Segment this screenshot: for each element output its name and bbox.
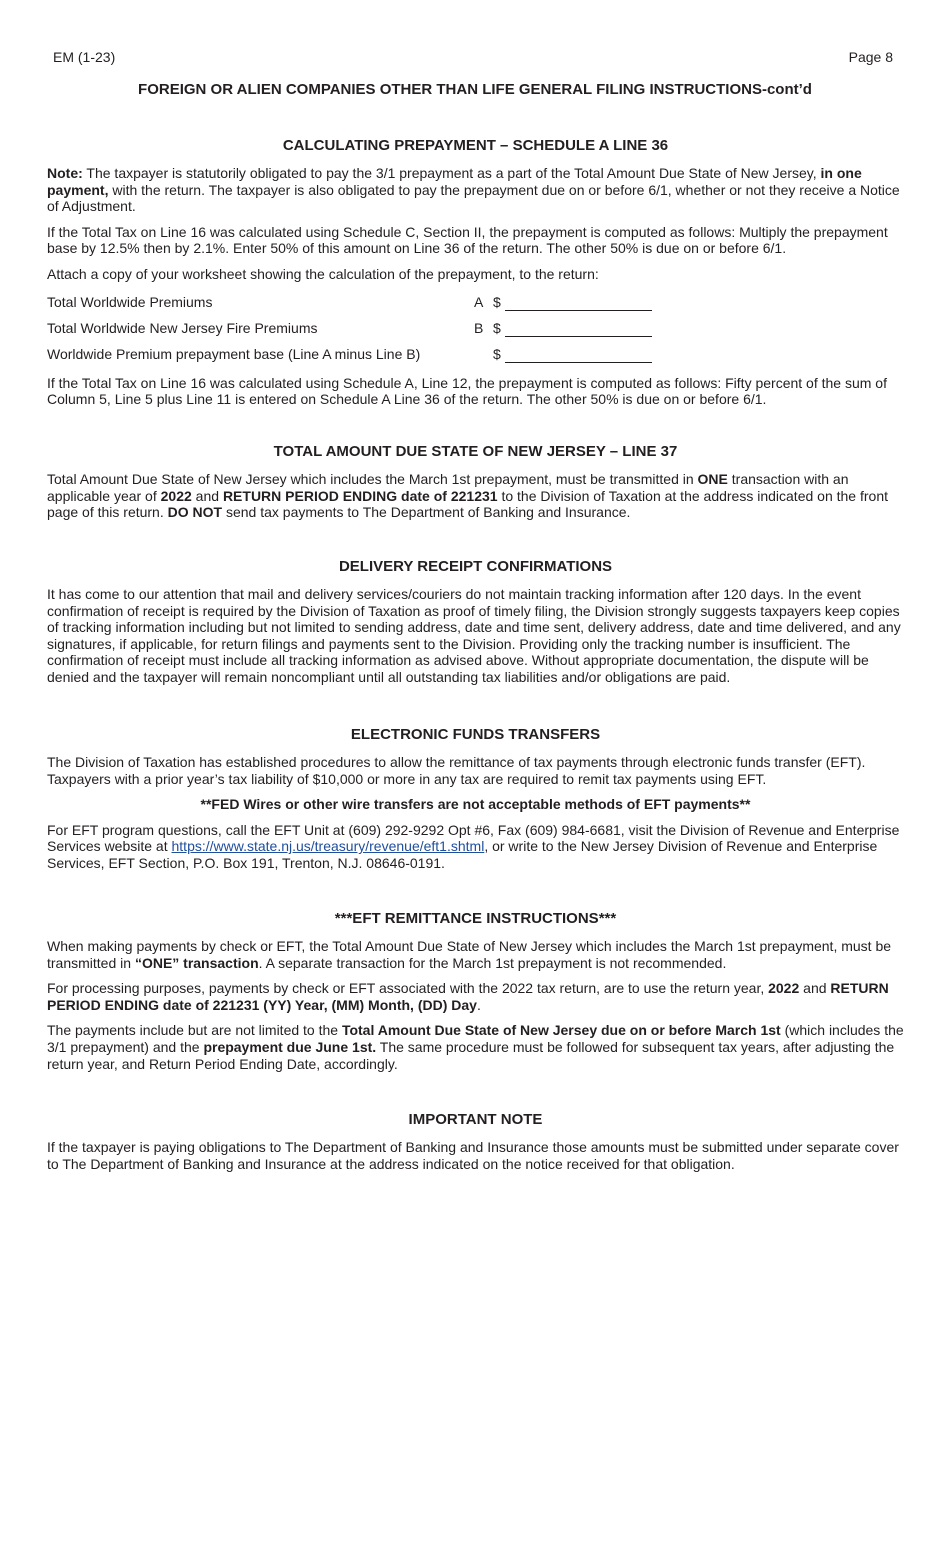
eft-section [47,726,904,881]
important-section [47,1111,904,1181]
worksheet-amount-field-a[interactable] [505,296,652,311]
eft-heading: ELECTRONIC FUNDS TRANSFERS [350,726,601,743]
remittance-section [47,910,904,1081]
worksheet-amount-field-base[interactable] [505,348,652,363]
page-number: Page 8 [848,49,893,65]
prepayment-heading: CALCULATING PREPAYMENT – SCHEDULE A LINE 36 [282,137,669,154]
dollar-sign: $ [493,293,501,310]
worksheet-row-base [47,337,904,363]
worksheet-row-b [47,311,904,337]
prepayment-schedule-c-paragraph: If the Total Tax on Line 16 was calculated using Schedule C, Section II, the prepayment is computed as follows: Multiply the prepayment base by 12.5% then by 2.1%. Enter 50% of this amount on Line 36 of the return. The other 50% is due on or before 6/1. [47,223,888,257]
total-due-section [47,443,904,530]
worksheet-letter: A [474,293,484,310]
worksheet-label: Worldwide Premium prepayment base (Line A minus Line B) [47,345,421,362]
remittance-heading: ***EFT REMITTANCE INSTRUCTIONS*** [334,910,617,927]
remittance-paragraph-1: When making payments by check or EFT, the Total Amount Due State of New Jersey which includes the March 1st prepayment, must be transmitted in “ONE” transaction. A separate transaction for the March 1st prepayment is not recommended. [47,938,892,971]
delivery-heading: DELIVERY RECEIPT CONFIRMATIONS [338,558,613,575]
important-heading: IMPORTANT NOTE [408,1111,543,1128]
delivery-section [47,558,904,695]
delivery-paragraph: It has come to our attention that mail and delivery services/couriers do not maintain tracking information after 120 days. In the event confirmation of receipt is required by the Division of Taxation as proof of timely filing, the Division strongly suggests taxpayers keep copies of tracking information including but not limited to sending address, date and time sent, delivery address, date and time delivered, and any signatures, if applicable, for return filings and payments sent to the Division. Providing only the tracking number is insufficient. The confirmation of receipt must include all tracking information as advised above. Without appropriate documentation, the dispute will be denied and the taxpayer will remain noncompliant until all outstanding tax liabilities and/or obligations are paid. [47,586,901,685]
document-title: FOREIGN OR ALIEN COMPANIES OTHER THAN LIFE GENERAL FILING INSTRUCTIONS-cont’d [138,81,812,98]
eft-warning: **FED Wires or other wire transfers are not acceptable methods of EFT payments** [200,796,751,813]
prepayment-attach-paragraph: Attach a copy of your worksheet showing the calculation of the prepayment, to the return: [47,265,599,282]
form-id: EM (1-23) [53,49,116,65]
worksheet-letter: B [474,319,484,336]
prepayment-schedule-a-paragraph: If the Total Tax on Line 16 was calculated using Schedule A, Line 12, the prepayment is computed as follows: Fifty percent of the sum of Column 5, Line 5 plus Line 11 is entered on Schedule A Line 36 of the return. The other 50% is due on or before 6/1. [47,374,887,408]
remittance-paragraph-3: The payments include but are not limited to the Total Amount Due State of New Jersey due on or before March 1st (which includes the 3/1 prepayment) and the prepayment due June 1st. The same procedure must be followed for subsequent tax years, after adjusting the return year, and Return Period Ending Date, accordingly. [47,1022,904,1072]
worksheet-amount-field-b[interactable] [505,322,652,337]
eft-paragraph: The Division of Taxation has established procedures to allow the remittance of tax payments through electronic funds transfer (EFT). Taxpayers with a prior year’s tax liability of $10,000 or more in any tax are required to remit tax payments using EFT. [47,754,866,787]
worksheet-label: Total Worldwide Premiums [47,293,213,310]
total-due-heading: TOTAL AMOUNT DUE STATE OF NEW JERSEY – LINE 37 [273,443,678,460]
prepayment-note: Note: The taxpayer is statutorily obligated to pay the 3/1 prepayment as a part of the Total Amount Due State of New Jersey, in one payment, with the return. The taxpayer is also obligated to pay the prepayment due on or before 6/1, whether or not they receive a Notice of Adjustment. [47,165,900,215]
eft-contact-paragraph: For EFT program questions, call the EFT Unit at (609) 292-9292 Opt #6, Fax (609) 984-6681, visit the Division of Revenue and Enterprise Services website at https://www.state.nj.us/treasury/revenue/eft1.shtml, or write to the New Jersey Division of Revenue and Enterprise Services, EFT Section, P.O. Box 191, Trenton, N.J. 08646-0191. [47,821,900,871]
worksheet-row-a [47,285,904,311]
dollar-sign: $ [493,345,501,362]
dollar-sign: $ [493,319,501,336]
total-due-paragraph: Total Amount Due State of New Jersey which includes the March 1st prepayment, must be transmitted in ONE transaction with an applicable year of 2022 and RETURN PERIOD ENDING date of 221231 to the Division of Taxation at the address indicated on the front page of this return. DO NOT send tax payments to The Department of Banking and Insurance. [47,471,888,521]
eft-website-link[interactable]: https://www.state.nj.us/treasury/revenue/eft1.shtml [171,838,485,855]
prepayment-worksheet [47,285,904,363]
prepayment-section [47,137,904,417]
worksheet-label: Total Worldwide New Jersey Fire Premiums [47,319,318,336]
important-paragraph: If the taxpayer is paying obligations to The Department of Banking and Insurance those amounts must be submitted under separate cover to The Department of Banking and Insurance at the address indicated on the notice received for that obligation. [47,1139,899,1172]
remittance-paragraph-2: For processing purposes, payments by check or EFT associated with the 2022 tax return, are to use the return year, 2022 and RETURN PERIOD ENDING date of 221231 (YY) Year, (MM) Month, (DD) Day. [47,980,889,1013]
